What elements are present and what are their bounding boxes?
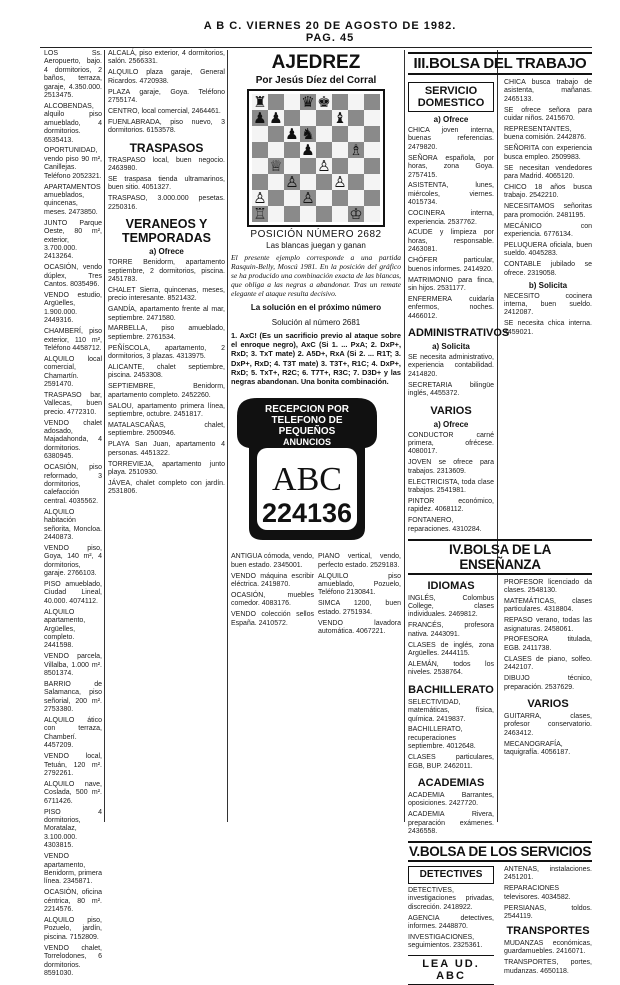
chess-square	[364, 110, 380, 126]
chess-square	[300, 158, 316, 174]
chess-problem-number: POSICIÓN NÚMERO 2682	[250, 229, 382, 240]
chess-square	[268, 190, 284, 206]
chess-square	[364, 206, 380, 222]
chess-square	[284, 206, 300, 222]
classified-ad: CHALET Sierra, quincenas, meses, precio interesante. 8521432.	[108, 286, 225, 303]
classified-ad: GANDÍA, apartamento frente al mar, septiembre. 2471580.	[108, 306, 225, 322]
classified-ad: BARRIO de Salamanca, piso señorial, 200 m². 2753380.	[44, 680, 102, 714]
classified-ad: CLASES particulares, EGB, BUP. 2462011.	[408, 754, 494, 770]
classified-ad: JÁVEA, chalet completo con jardín. 2531806.	[108, 479, 225, 496]
bachillerato-heading: BACHILLERATO	[408, 683, 494, 696]
classified-ad: OCASIÓN, muebles comedor. 4083176.	[231, 591, 314, 608]
classified-ad: TRASPASO, 3.000.000 pesetas. 2250316.	[108, 195, 225, 211]
classified-ad: PISO amueblado, Ciudad Lineal, 40.000. 4074112.	[44, 580, 102, 605]
classified-ad: SEPTIEMBRE, Benidorm, apartamento completo. 2452260.	[108, 383, 225, 399]
servicios-col-4	[408, 866, 494, 985]
chess-piece: ♝	[333, 109, 347, 127]
chess-square	[300, 206, 316, 222]
classified-ad: ANTIGUA cómoda, vendo, buen estado. 2345001.	[231, 553, 314, 569]
chess-next-solution: La solución en el próximo número	[250, 303, 382, 312]
servicio-sub: a) Ofrece	[433, 115, 469, 124]
chess-piece: ♟	[285, 125, 299, 143]
bolsa-trabajo-heading: III.BOLSA DEL TRABAJO	[408, 52, 592, 75]
col3-bottom-ads	[231, 553, 401, 639]
classified-ad: ALCALÁ, piso exterior, 4 dormitorios, salón. 2566331.	[108, 50, 225, 66]
chess-square	[284, 110, 300, 126]
chess-piece: ♗	[349, 141, 363, 159]
classified-ad: VENDO piso, Goya, 140 m², 4 dormitorios, garaje. 2766103.	[44, 544, 102, 578]
chess-byline: Por Jesús Díez del Corral	[255, 75, 377, 86]
classified-ad: TRANSPORTES, portes, mudanzas. 4650118.	[504, 959, 592, 975]
chess-piece: ♔	[349, 205, 363, 223]
chess-piece: ♟	[269, 109, 283, 127]
ensenanza-col-4	[408, 579, 494, 839]
column-3-chess	[231, 50, 401, 820]
classified-ad: SE necesitan vendedores para Madrid. 4065120.	[504, 164, 592, 181]
classified-ad: PLAYA San Juan, apartamento 4 personas. 4451322.	[108, 441, 225, 457]
classified-ad: SE necesita administrativo, experiencia contabilidad. 2414820.	[408, 354, 494, 378]
chess-square	[268, 94, 284, 110]
classified-ad: ENFERMERA cuidaría enfermos, noches. 4466012.	[408, 295, 494, 320]
classified-ad: ALQUILO piso, Pozuelo, jardín, piscina. 7152809.	[44, 917, 102, 941]
classified-ad: MECANOGRAFÍA, taquigrafía. 4056187.	[504, 740, 571, 757]
classified-ad: TRASPASO bar, Vallecas, buen precio. 4772310.	[44, 391, 102, 416]
classified-ad: VENDO apartamento, Benidorm, primera línea. 2345871.	[44, 853, 102, 886]
classified-ad: TRASPASO local, buen negocio. 2463980.	[108, 156, 225, 173]
abc-phone-promo	[231, 394, 383, 544]
classified-ad: NECESITAMOS señoritas para promoción. 2481195.	[504, 203, 592, 219]
classified-ad: VENDO colección sellos España. 2410572.	[231, 611, 314, 627]
classified-ad: SE necesita chica interna. 4459021.	[504, 320, 592, 336]
classified-ad: ACUDE y limpieza por horas, responsable. 2463081.	[408, 229, 494, 254]
classified-ad: MECÁNICO con experiencia. 6776134.	[504, 222, 592, 238]
chess-piece: ♙	[301, 189, 315, 207]
classified-ad: ALCOBENDAS, alquilo piso amueblado, 4 dormitorios. 6535413.	[44, 102, 102, 144]
chess-square	[284, 94, 300, 110]
classified-ad: FUENLABRADA, piso nuevo, 3 dormitorios. 6153578.	[108, 118, 225, 135]
classified-ad: INGLÉS, Colombus College, clases individuales. 2469812.	[408, 594, 494, 619]
classified-ad: PELUQUERA oficiala, buen sueldo. 4045283.	[504, 241, 592, 258]
classified-ad: CLASES de inglés, zona Argüelles. 2444115.	[408, 641, 494, 657]
traspasos-heading: TRASPASOS	[129, 140, 204, 155]
classified-ad: SEÑORITA con experiencia busca empleo. 2509983.	[504, 145, 592, 161]
classified-ad: VENDO parcela, Villalba, 1.000 m². 8501374.	[44, 653, 102, 678]
classified-ad: BACHILLERATO, recuperaciones septiembre. 4012648.	[408, 726, 476, 751]
classified-ad: GUITARRA, clases, profesor conservatorio. 2463412.	[504, 712, 592, 737]
chess-square	[252, 126, 268, 142]
detectives-heading: DETECTIVES	[408, 866, 494, 884]
chess-square	[268, 142, 284, 158]
classified-ad: SECRETARIA bilingüe inglés, 4455372.	[408, 381, 494, 398]
classified-ad: REPARACIONES televisores. 4034582.	[504, 885, 571, 901]
chess-square	[364, 94, 380, 110]
classified-ad: OPORTUNIDAD, vendo piso 90 m², Canillejas. Teléfono 2052321.	[44, 147, 102, 180]
transportes-heading: TRANSPORTES	[506, 924, 590, 937]
classified-ad: CONTABLE jubilado se ofrece. 2319058.	[504, 261, 592, 277]
classified-ad: MUDANZAS económicas, guardamuebles. 2416071.	[504, 939, 592, 956]
chess-piece: ♖	[253, 205, 267, 223]
classified-ad: FONTANERO, reparaciones. 4310284.	[408, 517, 482, 533]
classified-ad: REPRESENTANTES, buena comisión. 2442876.	[504, 126, 587, 142]
chess-piece: ♚	[317, 93, 331, 111]
promo-line-4: ANUNCIOS	[282, 437, 332, 448]
classified-ad: CHICA busca trabajo de asistenta, mañanas. 2465133.	[504, 79, 592, 103]
classified-ad: MATALASCAÑAS, chalet, septiembre. 2500946.	[108, 422, 225, 438]
classified-ad: ALEMÁN, todos los niveles. 2538764.	[408, 660, 494, 677]
idiomas-heading: IDIOMAS	[427, 579, 475, 592]
classified-ad: CHAMBERÍ, piso exterior, 110 m², Teléfono 4458712.	[44, 328, 102, 352]
classified-ad: VENDO chalet, Torrelodones, 6 dormitorios. 8591030.	[44, 944, 102, 977]
ensenanza-col-5	[500, 579, 592, 839]
classified-ad: TORREVIEJA, apartamento junto playa. 2510930.	[108, 460, 225, 477]
classified-ad: VENDO máquina escribir eléctrica. 2419870.	[231, 572, 314, 588]
classified-ad: ASISTENTA, lunes, miércoles, viernes. 4015734.	[408, 182, 494, 207]
column-5	[500, 79, 592, 537]
classified-ad: ALQUILO nave, Coslada, 500 m². 6711426.	[44, 780, 102, 805]
ensenanza-body	[408, 579, 592, 839]
classified-ad: PROFESORA titulada, EGB. 2411738.	[504, 636, 592, 652]
classified-ad: SEÑORA española, por horas, zona Goya. 2757415.	[408, 154, 494, 179]
chess-square	[268, 206, 284, 222]
classified-ad: MARBELLA, piso amueblado, septiembre. 2761534.	[108, 325, 225, 341]
classified-ad: REPASO verano, todas las asignaturas. 2458061.	[504, 617, 592, 633]
chess-square	[348, 94, 364, 110]
classified-ad: INVESTIGACIONES, seguimientos. 2325361.	[408, 934, 483, 950]
promo-phone: 224136	[261, 498, 353, 529]
column-rule	[104, 50, 105, 822]
chess-square	[268, 174, 284, 190]
chess-title: AJEDREZ	[271, 52, 361, 73]
bolsa-trabajo-body	[408, 79, 592, 537]
classified-ad: JUNTO Parque Oeste, 80 m², exterior, 3.700.000. 2413264.	[44, 219, 102, 261]
chess-square	[316, 126, 332, 142]
varios-heading: VARIOS	[430, 404, 472, 417]
col3-bottom-left	[231, 553, 314, 639]
classified-ad: PEÑÍSCOLA, apartamento, 2 dormitorios, 3 plazas. 4313975.	[108, 344, 225, 361]
classified-ad: ELECTRICISTA, toda clase trabajos. 2541981.	[408, 478, 494, 494]
classified-ad: PISO 4 dormitorios, Moratalaz, 3.100.000. 4303815.	[44, 808, 102, 850]
chess-square	[332, 142, 348, 158]
classified-ad: CHÓFER particular, buenos informes. 2414920.	[408, 257, 494, 273]
chess-piece: ♟	[301, 141, 315, 159]
veraneos-heading: VERANEOS Y TEMPORADAS	[122, 217, 211, 246]
chess-square	[332, 206, 348, 222]
classified-ad: APARTAMENTOS amueblados, quincenas, meses. 2473850.	[44, 183, 101, 216]
chess-square	[316, 206, 332, 222]
administrativos-heading: ADMINISTRATIVOS	[408, 327, 510, 340]
classified-ad: SALOU, apartamento primera línea, septiembre, octubre. 2451817.	[108, 402, 225, 419]
bolsa-servicios-heading: V.BOLSA DE LOS SERVICIOS	[408, 841, 592, 862]
chess-square	[316, 174, 332, 190]
classified-ad: NECESITO cocinera interna, buen sueldo. 2412087.	[504, 292, 592, 317]
chess-square	[252, 174, 268, 190]
administrativos-sub: a) Solicita	[432, 342, 470, 352]
column-1	[44, 50, 102, 977]
chess-square	[348, 190, 364, 206]
classified-ad: SE traspasa tienda ultramarinos, buen sitio. 4051327.	[108, 175, 225, 192]
chess-square	[348, 126, 364, 142]
classified-ad: VENDO estudio, Argüelles, 1.900.000. 2449316.	[44, 291, 102, 325]
classified-ad: PINTOR económico, rapidez. 4068112.	[408, 497, 494, 514]
chess-piece: ♜	[253, 93, 267, 111]
promo-line-3: PEQUEÑOS	[278, 426, 336, 438]
classified-ad: CONDUCTOR carné primera, ofrécese. 4080017.	[408, 431, 494, 456]
varios-sub: a) Ofrece	[433, 419, 469, 429]
chess-square	[252, 142, 268, 158]
promo-line-1: RECEPCION POR	[265, 404, 349, 416]
chess-square	[332, 94, 348, 110]
veraneos-subheading: a) Ofrece	[149, 247, 184, 257]
chess-square	[268, 126, 284, 142]
classified-ad: VENDO local, Tetuán, 120 m². 2792261.	[44, 753, 102, 777]
chess-square	[364, 158, 380, 174]
classified-ad: ALQUILO piso amueblado, Pozuelo, Teléfono 2130841.	[318, 572, 401, 597]
classified-ad: CLASES de piano, solfeo. 2442107.	[504, 655, 592, 672]
classified-ad: ACADEMIA Rivera, preparación exámenes. 2436558.	[408, 811, 494, 836]
chess-piece: ♙	[253, 189, 267, 207]
chess-piece: ♙	[333, 173, 347, 191]
classified-ad: MATEMÁTICAS, clases particulares. 4318804.	[504, 597, 592, 614]
chess-square	[364, 142, 380, 158]
classified-ad: DIBUJO técnico, preparación. 2537629.	[504, 675, 592, 691]
col3-bottom-right	[318, 553, 401, 639]
classified-ad: PIANO vertical, vendo, perfecto estado. 2529183.	[318, 553, 401, 569]
classified-ad: TORRE Benidorm, apartamento septiembre, 2 dormitorios, piscina. 2451783.	[108, 259, 225, 283]
chess-square	[332, 126, 348, 142]
chess-square	[348, 174, 364, 190]
chess-square	[284, 158, 300, 174]
classified-ad: ANTENAS, instalaciones. 2451201.	[504, 865, 592, 882]
chess-piece: ♞	[301, 125, 315, 143]
classified-ad: PERSIANAS, toldos. 2544119.	[504, 904, 592, 920]
column-rule	[227, 50, 228, 822]
classified-ad: ALQUILO apartamento, Argüelles, completo. 2441598.	[44, 608, 86, 650]
chess-piece: ♙	[317, 157, 331, 175]
chess-piece: ♙	[285, 173, 299, 191]
chess-square	[284, 190, 300, 206]
chess-square	[348, 158, 364, 174]
classified-ad: OCASIÓN, oficina céntrica, 80 m². 2214576.	[44, 889, 102, 914]
ensenanza-varios-heading: VARIOS	[527, 697, 569, 710]
chess-solution: 1. AxC! (Es un sacrificio previo al ataque sobre el enroque negro), AxC (Si 1. ... PxA; 2. DxP+, RxD; 3. TxT mate) 2. A5D+, RxA (Si 2. ... R1T; 3. DxP+, RxD; 4. T3T mate) 3. T3T+, R1C; 4. DxP+, RxD; 5. TxT+, R2C; 6. T7T+, R3C; 7. D3D+ y las negras abandonan. Una bonita combinación.	[231, 331, 401, 387]
bolsa-ensenanza-heading: IV.BOLSA DE LA ENSEÑANZA	[408, 539, 592, 575]
classified-ad: VENDO chalet adosado, Majadahonda, 4 dormitorios. 6380945.	[44, 419, 102, 461]
servicio-domestico-heading: SERVICIO DOMESTICO	[408, 82, 494, 112]
classified-ad: CENTRO, local comercial, 2464461.	[108, 107, 221, 115]
column-rule	[404, 50, 405, 822]
chess-intro: El presente ejemplo corresponde a una partida Rasquin-Belly, Moscú 1981. En la posición del gráfico se ha producido una combinación exacta de las blancas, que obliga a las negras a abandonar. Tras un remate elegante el ataque resulta decisivo.	[231, 253, 401, 298]
classified-ad: COCINERA interna, experiencia. 2537762.	[408, 210, 494, 226]
chess-board	[248, 90, 384, 226]
chess-piece: ♟	[253, 109, 267, 127]
lea-abc-banner: LEA UD. ABC	[408, 955, 494, 985]
chess-square	[316, 190, 332, 206]
classified-ad: OCASIÓN, piso reformado, 3 dormitorios, calefacción central. 4035562.	[44, 464, 102, 505]
chess-solution-title: Solución al número 2681	[271, 318, 361, 327]
classified-ad: JOVEN se ofrece para trabajos. 2313609.	[408, 459, 494, 475]
classified-ad: LOS Ss. Aeropuerto, bajo. 4 dormitorios, 2 baños, terraza, garaje, 4.350.000. 2513475.	[44, 50, 102, 100]
promo-line-2: TELEFONO DE	[271, 415, 343, 427]
promo-brand: ABC	[272, 461, 342, 499]
classified-ad: VENDO lavadora automática. 4067221.	[318, 619, 401, 635]
classified-ad: PLAZA garaje, Goya. Teléfono 2755174.	[108, 88, 225, 105]
chess-square	[300, 110, 316, 126]
classified-ad: PROFESOR licenciado da clases. 2548130.	[504, 578, 592, 594]
classified-ad: ALQUILO habitación señorita, Moncloa. 2440873.	[44, 508, 102, 541]
chess-square	[364, 126, 380, 142]
chess-square	[348, 110, 364, 126]
chess-piece: ♛	[301, 93, 315, 111]
column-4-5-bolsa	[408, 50, 592, 982]
chess-square	[316, 110, 332, 126]
chess-square	[284, 142, 300, 158]
chess-piece: ♕	[269, 157, 283, 175]
classified-ad: ACADEMIA Barrantes, oposiciones. 2427720.	[408, 791, 494, 808]
classified-ad: CHICA joven interna, buenas referencias. 2479820.	[408, 127, 494, 151]
chess-square	[332, 190, 348, 206]
classified-ad: ALQUILO plaza garaje, General Ricardos. 4720938.	[108, 69, 225, 85]
classified-ad: OCASIÓN, vendo dúplex, Tres Cantos. 8035496.	[44, 264, 102, 289]
chess-square	[364, 174, 380, 190]
classified-ad: SE ofrece señora para cuidar niños. 2415670.	[504, 106, 592, 123]
chess-square	[252, 158, 268, 174]
classified-ad: ALQUILO ático con terraza, Chamberí. 4457209.	[44, 717, 102, 750]
classified-ad: FRANCÉS, profesora nativa. 2443091.	[408, 622, 494, 638]
chess-square	[332, 158, 348, 174]
classified-ad: SIMCA 1200, buen estado. 2751934.	[318, 600, 401, 616]
servicios-col-5	[500, 866, 592, 985]
chess-square	[300, 174, 316, 190]
classified-ad: SELECTIVIDAD, matemáticas, física, química. 2419837.	[408, 698, 494, 723]
classified-ad: DETECTIVES, investigaciones privadas, discreción. 2418922.	[408, 886, 494, 911]
classified-ad: ALQUILO local comercial, Chamartín. 2591470.	[44, 355, 102, 389]
header-rule	[40, 47, 592, 48]
academias-heading: ACADEMIAS	[417, 776, 485, 789]
classified-ad: AGENCIA detectives, informes. 2448870.	[408, 914, 494, 931]
chess-turn: Las blancas juegan y ganan	[266, 241, 366, 250]
col1-ads	[44, 50, 102, 978]
page-header: A B C. VIERNES 20 DE AGOSTO DE 1982. PAG. 45	[203, 20, 457, 44]
servicios-body	[408, 866, 592, 985]
column-4	[408, 79, 510, 537]
solicita-sub: b) Solicita	[528, 280, 568, 290]
classified-ad: CHICO 18 años busca trabajo. 2542210.	[504, 183, 592, 200]
chess-square	[364, 190, 380, 206]
classified-ad: MATRIMONIO para finca, sin hijos. 2531177.	[408, 276, 494, 292]
classified-ad: ALICANTE, chalet septiembre, piscina. 2453308.	[108, 364, 225, 380]
chess-square	[316, 142, 332, 158]
column-2	[108, 50, 225, 820]
